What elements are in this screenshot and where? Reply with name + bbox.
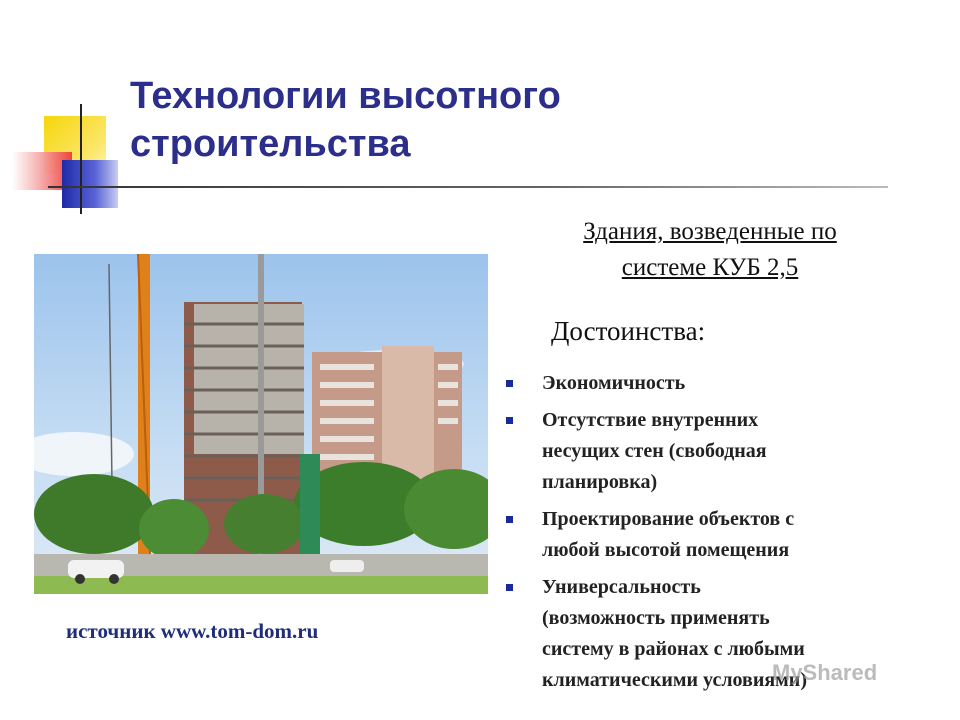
list-item — [504, 368, 904, 399]
list-item-line: Экономичность — [542, 372, 686, 394]
square-bullet-icon — [506, 380, 513, 387]
advantages-heading: Достоинства: — [551, 316, 706, 346]
square-bullet-icon — [506, 584, 513, 591]
list-item-line: климатическими условиями) — [542, 669, 807, 691]
list-item-line: планировка) — [542, 471, 658, 493]
list-item-line: систему в районах с любыми — [542, 638, 805, 660]
list-item-line: Проектирование объектов с — [542, 508, 795, 530]
title-divider — [48, 186, 888, 188]
watermark: MyShared — [772, 660, 878, 685]
square-bullet-icon — [506, 516, 513, 523]
title-line-1: Технологии высотного — [130, 75, 561, 117]
construction-photo — [34, 254, 488, 594]
slide-title — [130, 72, 830, 168]
square-bullet-icon — [506, 417, 513, 424]
buildings-subtitle — [520, 214, 900, 286]
subtitle-line-2: системе КУБ 2,5 — [621, 254, 799, 281]
logo-vertical-line — [80, 104, 82, 214]
list-item-line: любой высотой помещения — [542, 539, 790, 561]
list-item-line: несущих стен (свободная — [542, 440, 767, 462]
list-item — [504, 504, 904, 566]
logo-blue-square — [62, 160, 118, 208]
list-item-line: (возможность применять — [542, 607, 770, 629]
list-item-line: Отсутствие внутренних — [542, 409, 759, 431]
source-caption: источник www.tom-dom.ru — [66, 619, 319, 643]
subtitle-line-1: Здания, возведенные по — [583, 218, 837, 245]
title-line-2: строительства — [130, 123, 411, 165]
list-item — [504, 405, 904, 498]
advantages-list — [504, 368, 904, 702]
list-item-line: Универсальность — [542, 576, 701, 598]
